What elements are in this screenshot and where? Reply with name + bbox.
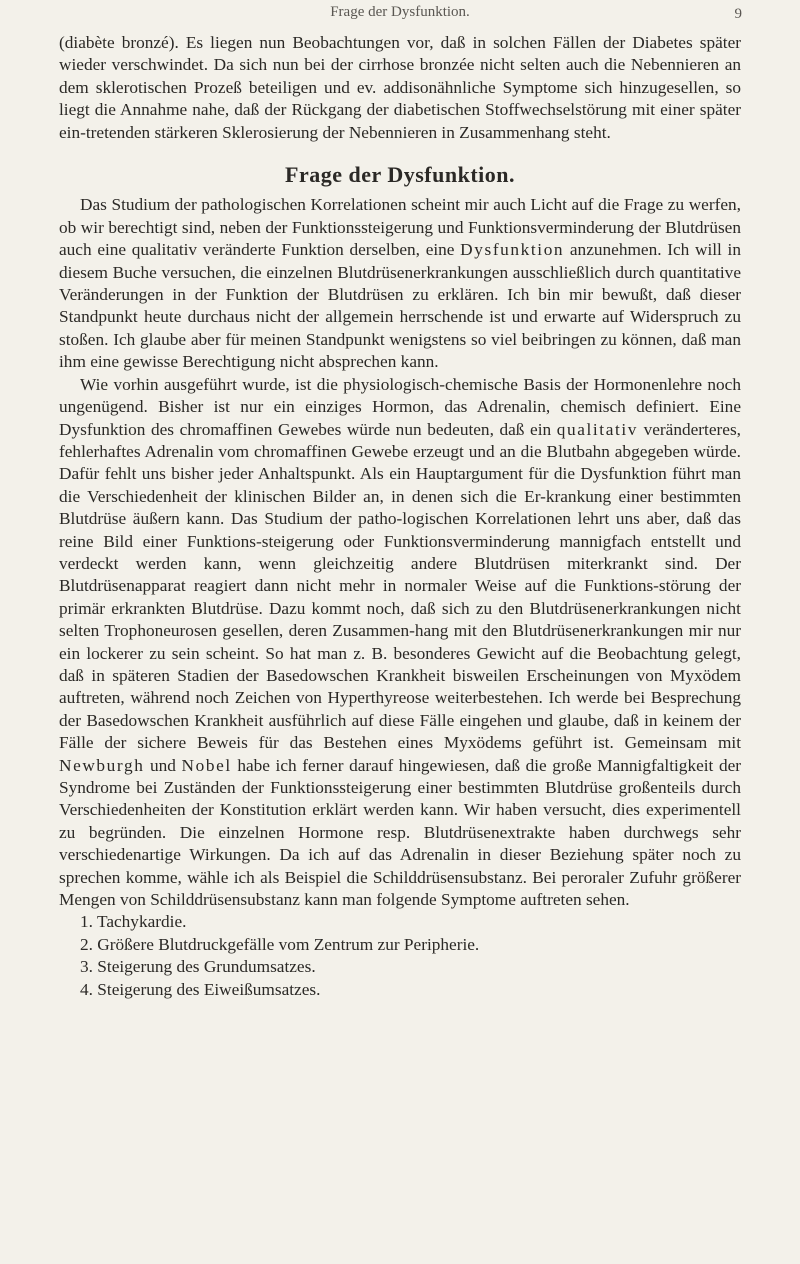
text-run: anzunehmen. Ich will in diesem Buche versuchen, die einzelnen Blutdrüsenerkrankungen ausschließlich durch quantitative Veränderungen in der Funktion der Blutdrüsen zu erklären. Ich bin mir bewußt, daß dieser Standpunkt heute durchaus nicht der allgemein herrschende ist und erwarte auf Widerspruch zu stoßen. Ich glaube aber für meinen Standpunkt wenigstens so viel beibringen zu können, daß man ihm eine gewisse Berechtigung nicht absprechen kann. bbox=[59, 240, 741, 372]
text-run: veränderteres, fehlerhaftes Adrenalin vom chromaffinen Gewebe erzeugt und an die Blutbahn abgegeben würde. Dafür fehlt uns bisher jeder Anhaltspunkt. Als ein Hauptargument für die Dysfunktion führt man die Verschiedenheit der klinischen Bilder an, in denen sich die Er-krankung einer bestimmten Blutdrüse äußern kann. Das Studium der patho-logischen Korrelationen lehrt uns aber, daß das reine Bild einer Funktions-steigerung oder Funktionsverminderung mannigfach entstellt und verdeckt werden kann, wenn gleichzeitig andere Blutdrüsen miterkrankt sind. Der Blutdrüsenapparat reagiert dann nicht mehr in normaler Weise auf die Funktions-störung der primär erkrankten Blutdrüse. Dazu kommt noch, daß sich zu den Blutdrüsenerkrankungen nicht selten Trophoneurosen gesellen, deren Zusammen-hang mit den Blutdrüsenerkrankungen mir nur ein lockerer zu sein scheint. So hat man z. B. besonderes Gewicht auf die Beobachtung gelegt, daß in späteren Stadien der Basedowschen Krankheit bisweilen Erscheinungen von Myxödem auftreten, während noch Zeichen von Hyperthyreose weiterbestehen. Ich werde bei Besprechung der Basedowschen Krankheit ausführlich auf diese Fälle eingehen und glaube, daß in keinem der Fälle der sichere Beweis für das Bestehen eines Myxödems geführt ist. Gemeinsam mit bbox=[59, 419, 741, 753]
author-name: Newburgh bbox=[59, 755, 145, 775]
text-run: habe ich ferner darauf hingewiesen, daß die große Mannigfaltigkeit der Syndrome bei Zuständen der Funktionssteigerung einer bestimmten Blutdrüse großenteils durch Verschiedenheiten der Konstitution erklärt werden kann. Wir haben versucht, dies experimentell zu begründen. Die einzelnen Hormone resp. Blutdrüsenextrakte haben durchwegs sehr verschiedenartige Wirkungen. Da ich auf das Adrenalin in dieser Beziehung später noch zu sprechen komme, wähle ich als Beispiel die Schilddrüsensubstanz. Bei peroraler Zufuhr größerer Mengen von Schilddrüsensubstanz kann man folgende Symptome auftreten sehen. bbox=[59, 755, 742, 910]
paragraph bbox=[59, 194, 741, 373]
page-number: 9 bbox=[734, 6, 742, 22]
text-run: Das Studium der pathologischen Korrelationen scheint mir auch Licht auf die Frage zu werfen, ob wir berechtigt sind, neben der Funktionssteigerung und Funktionsverminderung der Blutdrüsen auch eine qualitativ veränderte Funktion derselben, eine bbox=[59, 195, 741, 260]
emphasized-term: Dysfunktion bbox=[460, 240, 565, 260]
list-item: 1. Tachykardie. bbox=[80, 912, 187, 932]
list-item: 2. Größere Blutdruckgefälle vom Zentrum zur Peripherie. bbox=[80, 934, 480, 954]
text-run: Wie vorhin ausgeführt wurde, ist die physiologisch-chemische Basis der Hormonenlehre noch ungenügend. Bisher ist nur ein einziges Hormon, das Adrenalin, chemisch definiert. Eine Dysfunktion des chromaffinen Gewebes würde nun bedeuten, daß ein bbox=[59, 374, 741, 439]
text-run: und bbox=[144, 755, 182, 775]
section-heading: Frage der Dysfunktion. bbox=[285, 162, 515, 188]
emphasized-term: qualitativ bbox=[556, 419, 639, 439]
list-item: 4. Steigerung des Eiweißumsatzes. bbox=[80, 979, 321, 999]
symptom-list bbox=[59, 911, 741, 1001]
body-text bbox=[59, 32, 741, 1001]
author-name: Nobel bbox=[181, 755, 232, 775]
list-item: 3. Steigerung des Grundumsatzes. bbox=[80, 957, 316, 977]
paragraph bbox=[59, 374, 741, 912]
running-head: Frage der Dysfunktion. bbox=[330, 4, 470, 20]
paragraph-continuation: (diabète bronzé). Es liegen nun Beobachtungen vor, daß in solchen Fällen der Diabetes später wieder verschwindet. Da sich nun bei der cirrhose bronzée nicht selten auch die Nebennieren an dem sklerotischen Prozeß beteiligen und ev. addisonähnliche Symptome sich hinzugesellen, so liegt die Annahme nahe, daß der Rückgang der diabetischen Stoffwechselstörung mit einer später ein-tretenden stärkeren Sklerosierung der Nebennieren in Zusammenhang steht. bbox=[59, 33, 741, 142]
